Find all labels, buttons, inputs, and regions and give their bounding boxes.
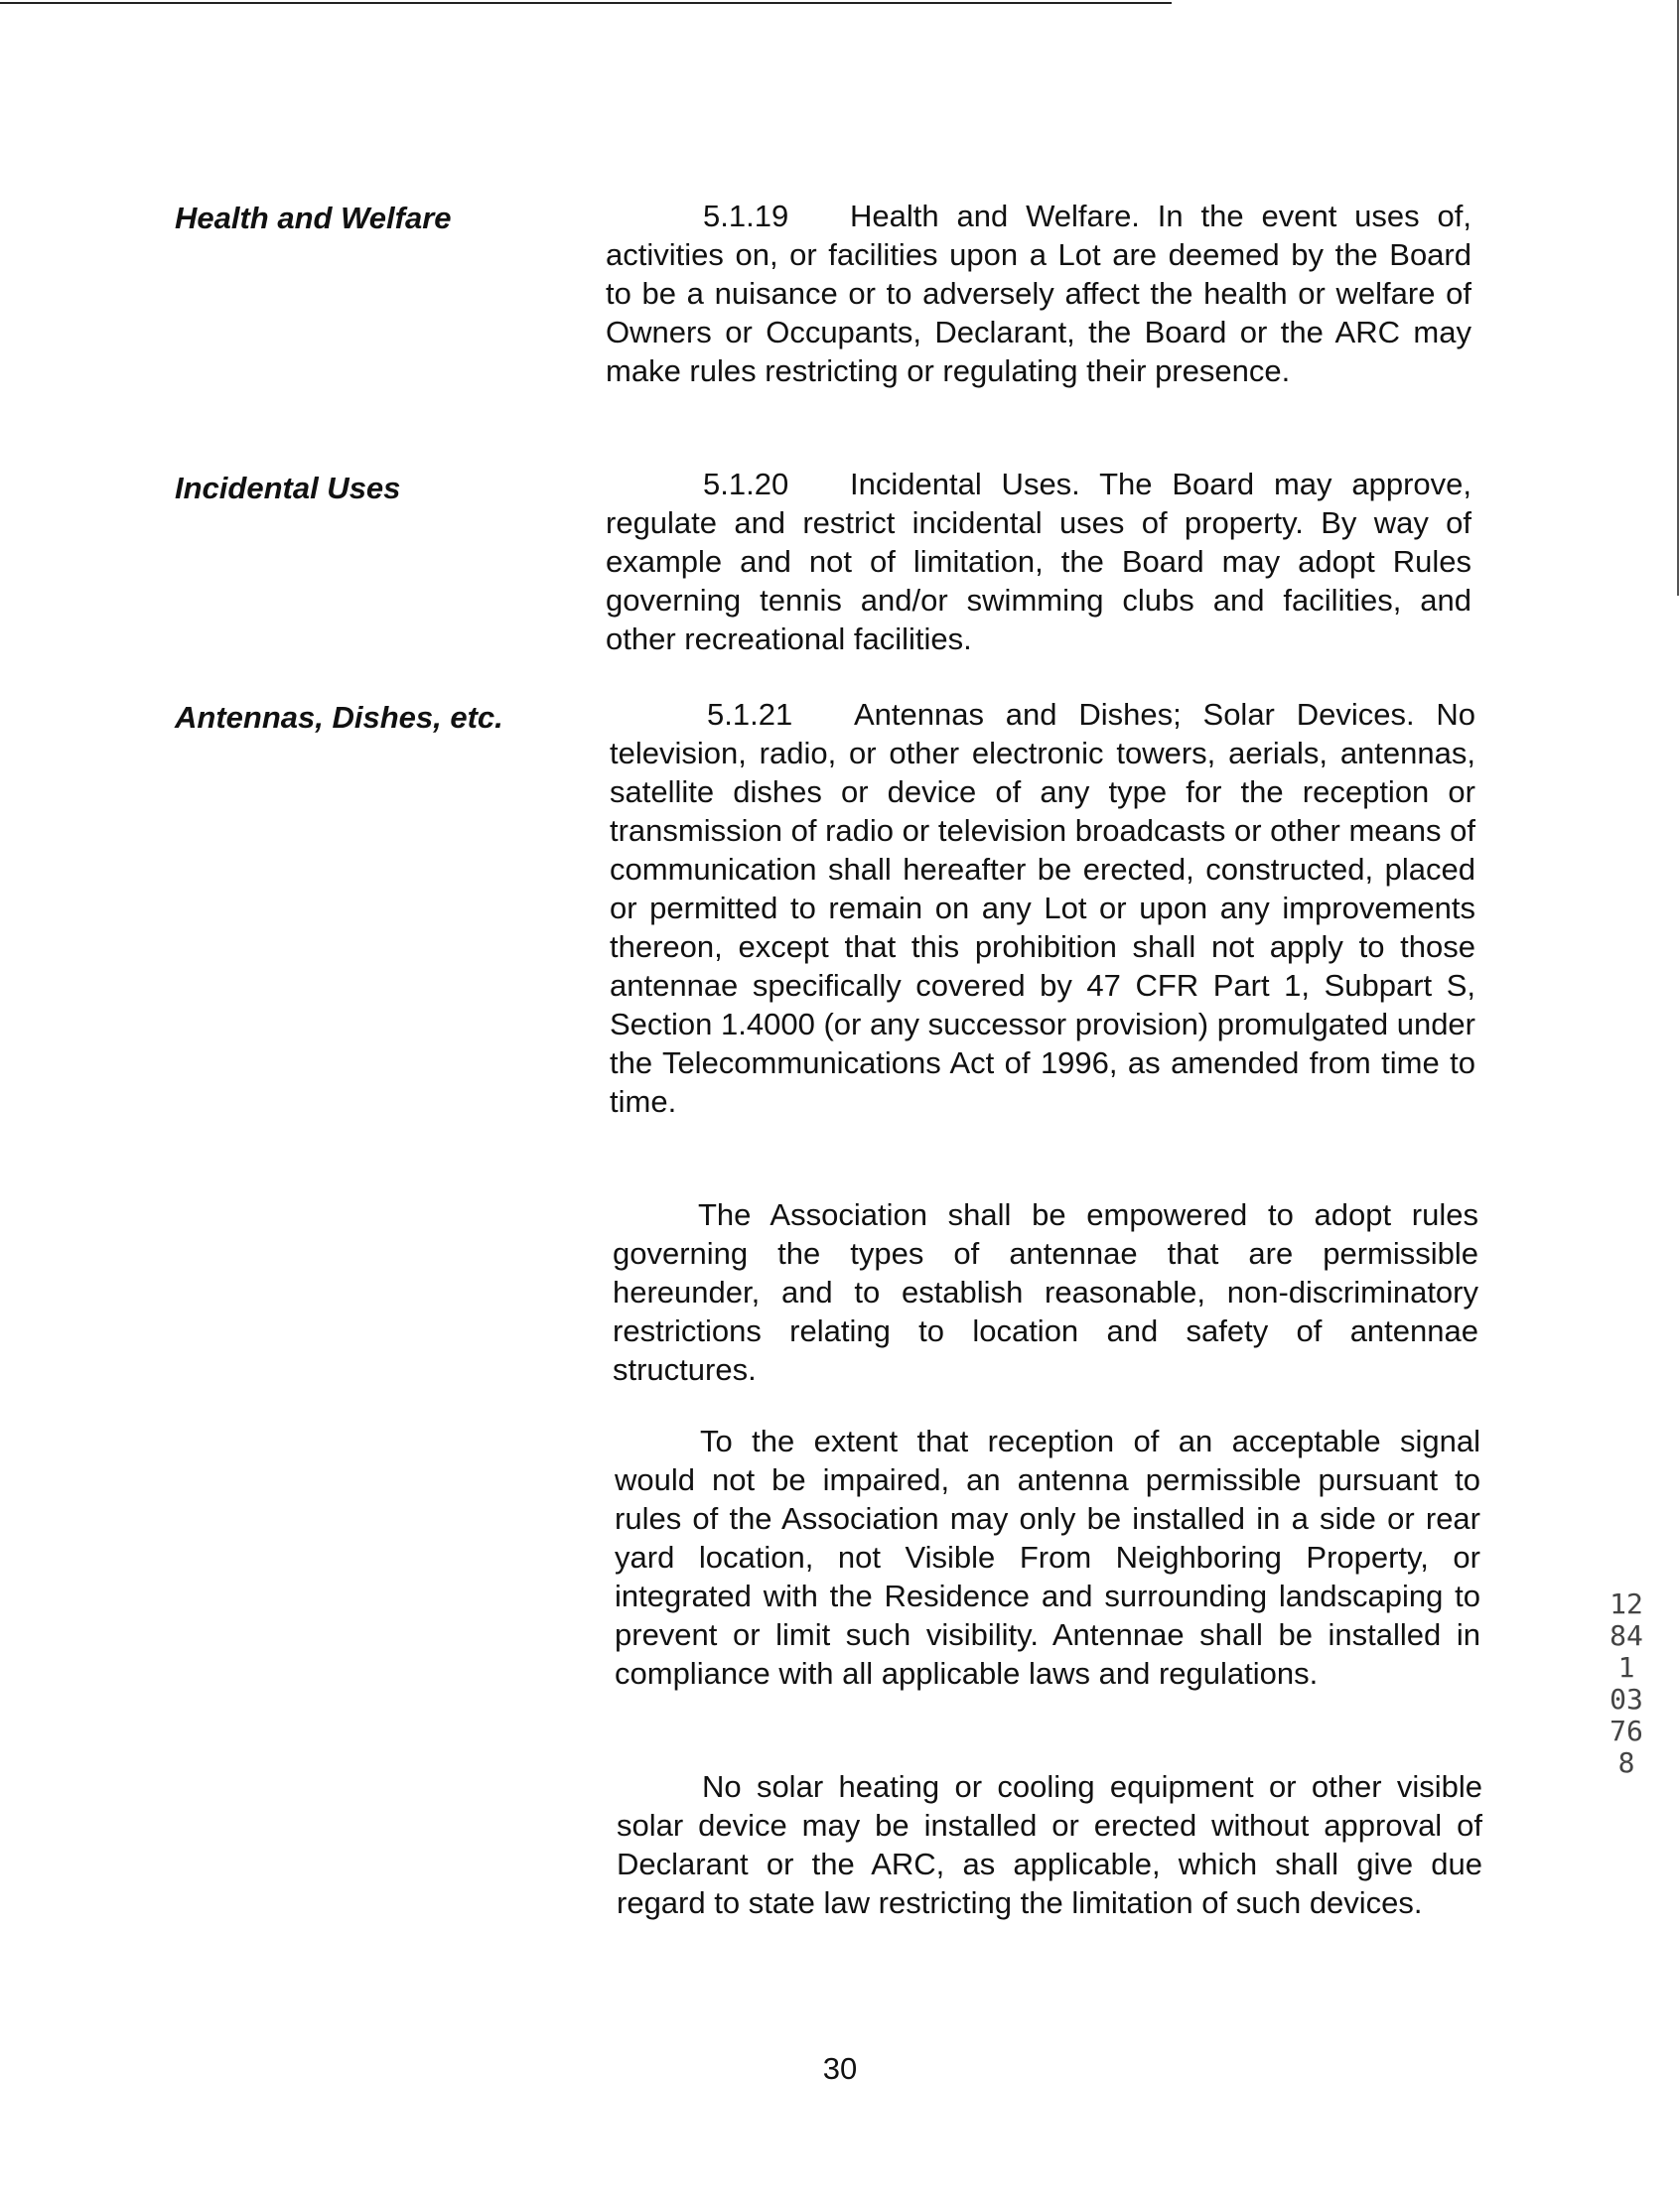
section-number: 5.1.20 [703, 467, 789, 501]
section-text: Incidental Uses. The Board may approve, regulate and restrict incidental uses of property. By way of example and not of limitation, the Board may adopt Rules governing tennis and/or swimming clubs and facilities, and other recreational facilities. [606, 467, 1471, 656]
section-text: Antennas and Dishes; Solar Devices. No television, radio, or other electronic towers, aerials, antennas, satellite dishes or device of any type for the reception or transmission of radio or television broadcasts or other means of communication shall hereafter be erected, constructed, placed or permitted to remain on any Lot or upon any improvements thereon, except that this prohibition shall not apply to those antennae specifically covered by 47 CFR Part 1, Subpart S, Section 1.4000 (or any successor provision) promulgated under the Telecommunications Act of 1996, as amended from time to time. [610, 697, 1475, 1119]
paragraph-text: To the extent that reception of an acceptable signal would not be impaired, an antenna permissible pursuant to rules of the Association may only be installed in a side or rear yard location, not Visible From Neighboring Property, or integrated with the Residence and surrounding landscaping to prevent or limit such visibility. Antennae shall be installed in compliance with all applicable laws and regulations. [615, 1424, 1480, 1691]
paragraph-antenna-placement [615, 1422, 1480, 1693]
section-5-1-20 [606, 465, 1471, 658]
top-scan-border [0, 2, 1172, 4]
recording-stamp: 12841 03768 [1610, 1587, 1643, 1779]
paragraph-association-rules [613, 1195, 1478, 1389]
section-5-1-21 [610, 695, 1475, 1121]
paragraph-text: The Association shall be empowered to adopt rules governing the types of antennae that are permissible hereunder, and to establish reasonable, non-discriminatory restrictions relating to location and safety of antennae structures. [613, 1197, 1478, 1387]
paragraph-solar-devices [617, 1767, 1482, 1922]
right-scan-border [1677, 0, 1679, 596]
section-number: 5.1.19 [703, 199, 789, 233]
section-5-1-19 [606, 197, 1471, 390]
paragraph-text: No solar heating or cooling equipment or other visible solar device may be installed or erected without approval of Declarant or the ARC, as applicable, which shall give due regard to state law restricting the limitation of such devices. [617, 1769, 1482, 1920]
side-heading-antennas: Antennas, Dishes, etc. [175, 700, 503, 735]
side-heading-health-welfare: Health and Welfare [175, 201, 452, 235]
section-text: Health and Welfare. In the event uses of, activities on, or facilities upon a Lot are deemed by the Board to be a nuisance or to adversely affect the health or welfare of Owners or Occupants, Declarant, the Board or the ARC may make rules restricting or regulating their presence. [606, 199, 1471, 388]
side-heading-incidental-uses: Incidental Uses [175, 471, 401, 505]
section-number: 5.1.21 [707, 697, 793, 732]
page-number: 30 [822, 2051, 858, 2086]
